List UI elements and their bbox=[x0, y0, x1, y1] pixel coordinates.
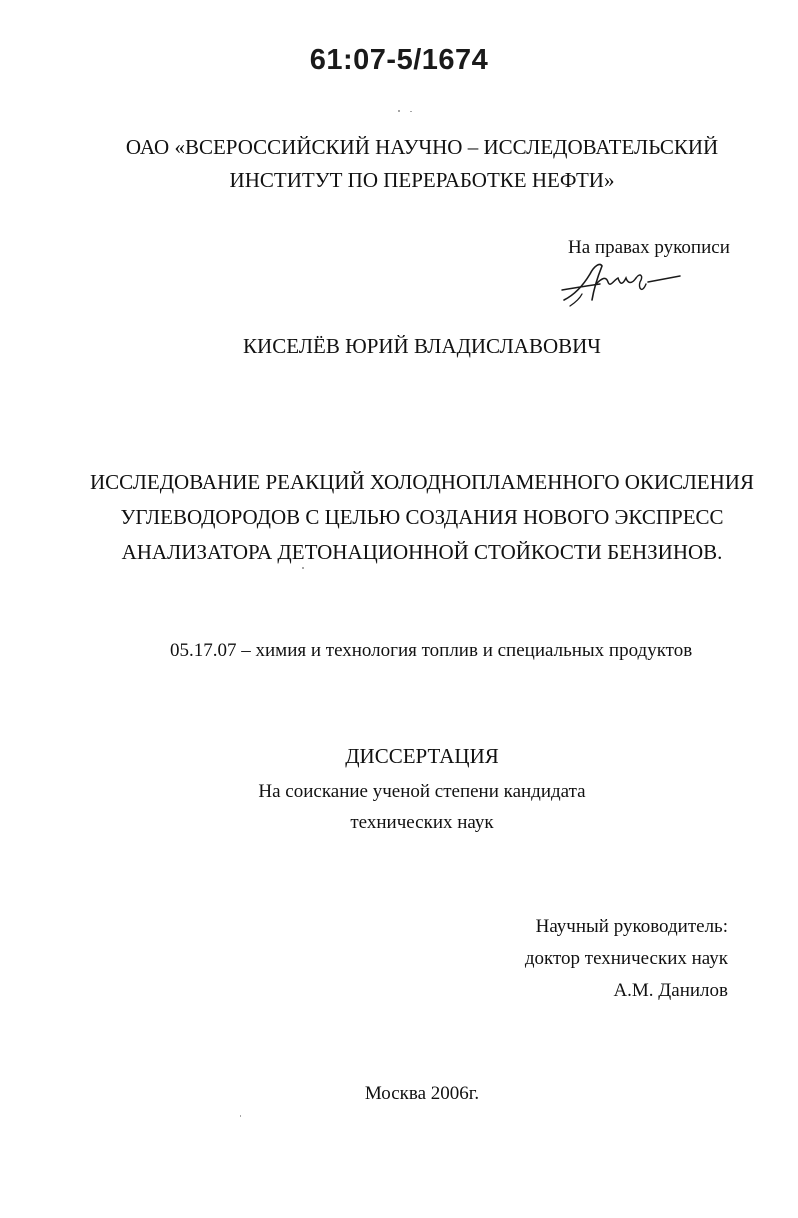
specialty-code: 05.17.07 – химия и технология топлив и специальных продуктов bbox=[170, 640, 693, 661]
supervisor-block bbox=[525, 911, 728, 1007]
thesis-title-line-3: АНАЛИЗАТОРА ДЕТОНАЦИОННОЙ СТОЙКОСТИ БЕНЗИНОВ. bbox=[121, 540, 723, 564]
organization-line-2: ИНСТИТУТ ПО ПЕРЕРАБОТКЕ НЕФТИ» bbox=[229, 168, 615, 192]
document-type: ДИССЕРТАЦИЯ bbox=[345, 744, 499, 768]
thesis-title-line-2: УГЛЕВОДОРОДОВ С ЦЕЛЬЮ СОЗДАНИЯ НОВОГО ЭКСПРЕСС bbox=[120, 505, 724, 529]
scan-speck bbox=[410, 111, 412, 112]
supervisor-label: Научный руководитель: bbox=[535, 916, 728, 937]
supervisor-degree: доктор технических наук bbox=[524, 948, 728, 969]
thesis-title bbox=[0, 465, 798, 570]
manuscript-rights: На правах рукописи bbox=[568, 237, 730, 258]
thesis-title-line-1: ИССЛЕДОВАНИЕ РЕАКЦИЙ ХОЛОДНОПЛАМЕННОГО ОКИСЛЕНИЯ bbox=[90, 470, 754, 494]
organization-name bbox=[0, 131, 798, 197]
scan-speck bbox=[240, 1115, 241, 1117]
organization-line-1: ОАО «ВСЕРОССИЙСКИЙ НАУЧНО – ИССЛЕДОВАТЕЛЬСКИЙ bbox=[125, 135, 719, 159]
degree-line-2: технических наук bbox=[350, 812, 494, 833]
supervisor-name: А.М. Данилов bbox=[613, 980, 728, 1001]
author-name: КИСЕЛЁВ ЮРИЙ ВЛАДИСЛАВОВИЧ bbox=[243, 334, 601, 358]
scan-speck bbox=[302, 567, 304, 569]
degree-purpose bbox=[0, 776, 798, 838]
place-and-year: Москва 2006г. bbox=[364, 1083, 480, 1104]
degree-line-1: На соискание ученой степени кандидата bbox=[258, 781, 586, 802]
handwritten-signature bbox=[556, 254, 686, 310]
scan-speck bbox=[398, 110, 400, 112]
catalog-code: 61:07-5/1674 bbox=[309, 44, 489, 76]
